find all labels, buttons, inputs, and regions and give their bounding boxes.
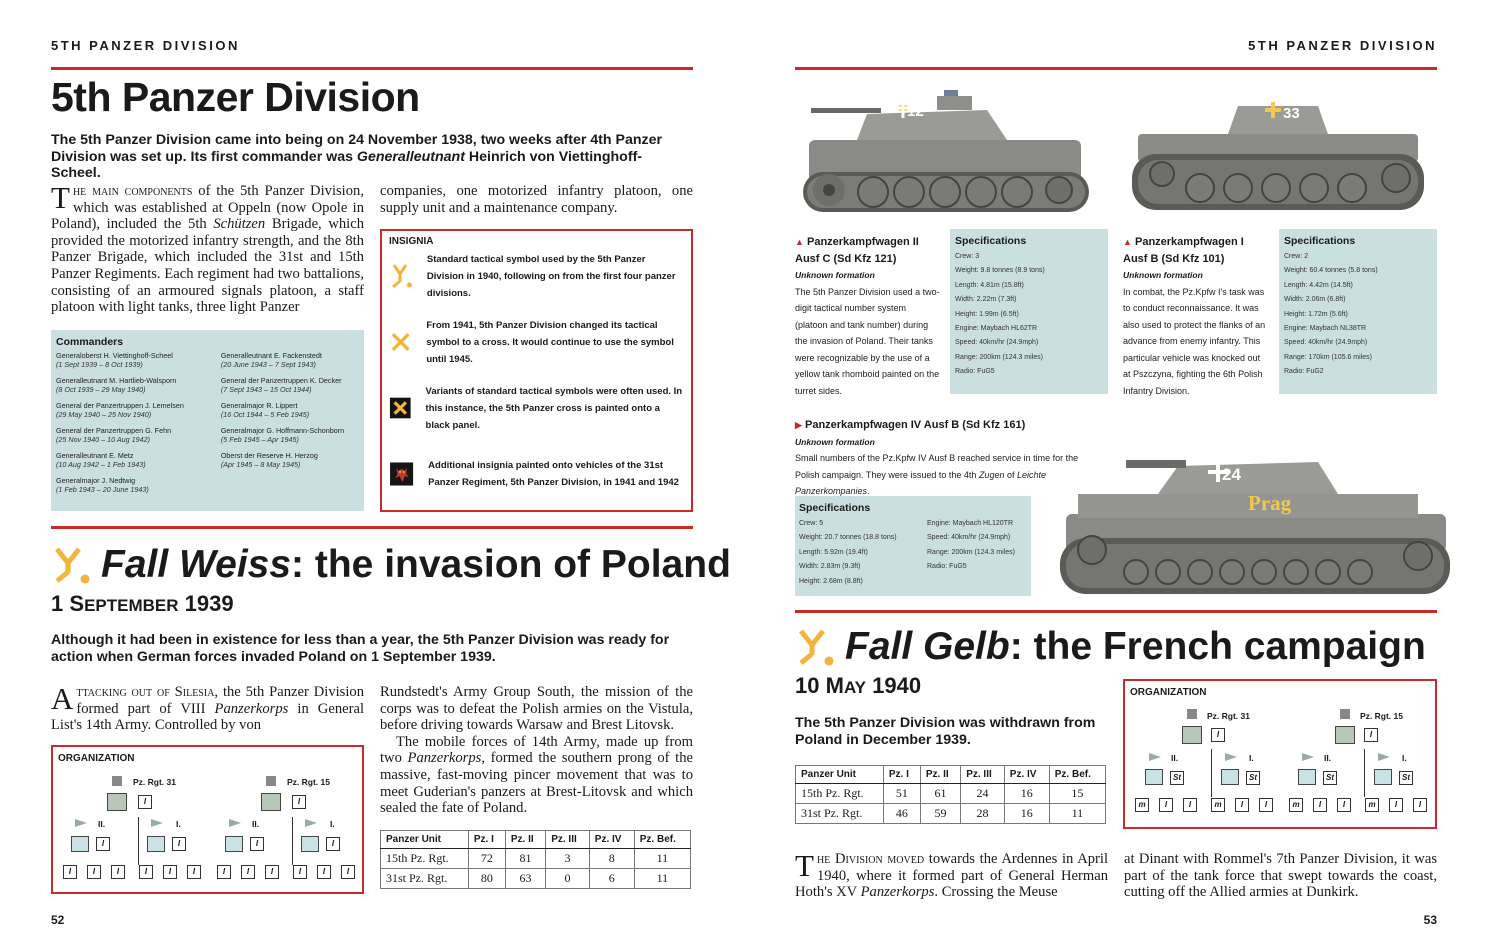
insignia-title: INSIGNIA	[389, 236, 434, 247]
company-symbol: I	[293, 865, 307, 879]
france-strength-table	[795, 765, 1106, 824]
vehicle-3-caption: ▶ Panzerkampfwagen IV Ausf B (Sd Kfz 161) Unknown formation Small numbers of the Pz.Kpfw IV Ausf B reached service in time for the Polish campaign. They were issued to the 4th Zugen of Leichte Panzerkompanies.	[795, 417, 1105, 500]
insignia-row	[389, 309, 684, 375]
commander-entry: Generalmajor G. Hoffmann-Schonborn (5 Feb 1945 – Apr 1945)	[220, 426, 345, 444]
y-rune-icon	[389, 250, 413, 302]
body-text-col1: The main components of the 5th Panzer Division, which was established at Oppeln (now Opole in Poland), included the 5th Schützen Brigade, which provided the motorized infantry strength, and the 8th Panzer Brigade, which included the 31st and 15th Panzer Regiments. Each regiment had two battalions, consisting of an armoured signals platoon, a staff platoon with light tanks, three light Panzer	[51, 180, 364, 316]
battalion-flag	[229, 819, 241, 827]
spec-line: Range: 200km (124.3 miles)	[955, 353, 1043, 361]
battalion-box	[147, 836, 165, 852]
unit-symbol: St	[1323, 771, 1337, 785]
vehicle-2-specs	[1279, 229, 1437, 394]
unit-symbol: St	[1170, 771, 1184, 785]
spec-line: Width: 2.22m (7.3ft)	[955, 296, 1017, 304]
company-symbol: I	[1159, 798, 1173, 812]
battalion-box	[1221, 769, 1239, 785]
cross-black-panel-icon	[389, 382, 412, 434]
vehicle-model: Ausf C (Sd Kfz 121)	[795, 252, 897, 265]
battalion-box	[1298, 769, 1316, 785]
company-symbol: I	[1313, 798, 1327, 812]
battalion-flag	[75, 819, 87, 827]
company-symbol: I	[163, 865, 177, 879]
company-symbol: I	[63, 865, 77, 879]
unit-symbol: St	[1399, 771, 1413, 785]
spec-line: Crew: 5	[799, 520, 824, 527]
france-organization-box	[1123, 679, 1437, 829]
right-running-head: 5TH PANZER DIVISION	[1248, 38, 1437, 53]
turret-number: 33	[1283, 105, 1300, 122]
france-text-col2: at Dinant with Rommel's 7th Panzer Division, it was part of the tank force that swept towards the coast, cutting off the Allied armies at Dunkirk.	[1124, 851, 1437, 901]
vehicle-1-caption: ▲ Panzerkampfwagen II Ausf C (Sd Kfz 121) Unknown formation The 5th Panzer Division used a two-digit tactical number system (platoon and tank number) during the invasion of Poland. Their tanks were recognizable by the use of a yellow tank rhomboid painted on the turret sides.	[795, 234, 940, 399]
france-date: 10 MAY 1940	[795, 673, 922, 698]
turret-number: 12	[907, 103, 924, 120]
section-rule-france	[795, 610, 1437, 613]
vehicle-name: Panzerkampfwagen IV Ausf B (Sd Kfz 161)	[804, 419, 1026, 431]
battalion-label: I.	[330, 819, 335, 829]
vehicle-1-specs	[950, 229, 1108, 394]
battalion-box	[1374, 769, 1392, 785]
panzer-ii-illustration	[797, 86, 1095, 218]
panzer-iv-illustration	[1058, 438, 1452, 600]
company-symbol: I	[241, 865, 255, 879]
unit-symbol: St	[1246, 771, 1260, 785]
unit-symbol: I	[250, 837, 264, 851]
devil-emblem-icon	[389, 448, 414, 500]
commander-entry: Generalmajor J. Nedtwig (1 Feb 1943 – 20 June 1943)	[56, 476, 149, 494]
turret-number: 24	[1222, 465, 1241, 484]
spec-line: Engine: Maybach HL120TR	[927, 520, 1013, 527]
spec-line: Engine: Maybach NL38TR	[1284, 325, 1367, 333]
poland-organization-box	[51, 745, 364, 894]
regiment-label: Pz. Rgt. 15	[1360, 711, 1403, 721]
vehicle-model: Ausf B (Sd Kfz 101)	[1123, 252, 1225, 265]
france-heading: Fall Gelb : the French campaign	[795, 625, 1426, 669]
unit-symbol: I	[96, 837, 110, 851]
spec-line: Length: 5.92m (19.4ft)	[799, 548, 868, 556]
vehicle-description: The 5th Panzer Division used a two-digit tactical number system (platoon and tank number) during the invasion of Poland. Their tanks were recognizable by the use of a yellow tank rhomboid painted on the turret sides.	[795, 286, 940, 396]
commander-entry: General der Panzertruppen G. Fehn (25 Nov 1940 – 10 Aug 1942)	[56, 426, 172, 444]
poland-heading: Fall Weiss : the invasion of Poland	[51, 543, 731, 587]
company-symbol: m	[1289, 798, 1303, 812]
commanders-title: Commanders	[56, 336, 124, 348]
unit-symbol: I	[1364, 728, 1378, 742]
company-symbol: I	[1235, 798, 1249, 812]
unit-symbol: I	[292, 795, 306, 809]
spec-line: Crew: 3	[955, 253, 980, 260]
spec-line: Weight: 60.4 tonnes (5.8 tons)	[1284, 267, 1378, 275]
regiment-box	[1335, 726, 1355, 744]
company-symbol: I	[1337, 798, 1351, 812]
battalion-box	[301, 836, 319, 852]
insignia-row	[389, 243, 684, 309]
spec-title: Specifications	[799, 502, 871, 514]
vehicle-formation: Unknown formation	[795, 436, 875, 447]
vehicle-description: In combat, the Pz.Kpfw I's task was to conduct reconnaissance. It was also used to protect the flanks of an advance from enemy infantry. This particular vehicle was knocked out at Pszczyna, fighting the 6th Polish Infantry Division.	[1123, 286, 1266, 396]
spec-line: Width: 2.06m (6.8ft)	[1284, 296, 1346, 304]
vehicle-name: Panzerkampfwagen II	[806, 236, 919, 248]
spec-line: Length: 4.81m (15.8ft)	[955, 281, 1024, 289]
insignia-text: Variants of standard tactical symbols were often used. In this instance, the 5th Panzer cross is painted onto a black panel.	[425, 385, 683, 431]
top-rule-right	[795, 67, 1437, 70]
y-rune-icon	[795, 627, 837, 667]
intro-paragraph: The 5th Panzer Division came into being on 24 November 1938, two weeks after 4th Panzer Division was set up. Its first commander was Generalleutnant Heinrich von Viettinghoff-Scheel.	[51, 132, 663, 181]
france-intro: The 5th Panzer Division was withdrawn from Poland in December 1939.	[795, 715, 1096, 748]
commander-entry: Generalleutnant E. Metz (10 Aug 1942 – 1 Feb 1943)	[56, 451, 146, 469]
battalion-label: II.	[98, 819, 106, 829]
left-running-head: 5TH PANZER DIVISION	[51, 38, 240, 53]
vehicle-name: Panzerkampfwagen I	[1134, 236, 1244, 248]
table-header-row: Panzer Unit Pz. I Pz. II Pz. III Pz. IV Pz. Bef.	[796, 766, 1106, 784]
insignia-row	[389, 375, 684, 441]
battalion-label: I.	[1249, 753, 1254, 763]
body-text-col2: companies, one motorized infantry platoon, one supply unit and a maintenance company.	[380, 183, 693, 216]
commanders-box	[51, 330, 364, 511]
top-rule-left	[51, 67, 693, 70]
commander-entry: Generalleutnant E. Fackenstedt (20 June 1943 – 7 Sept 1943)	[220, 351, 322, 369]
battalion-label: II.	[252, 819, 260, 829]
company-symbol: I	[187, 865, 201, 879]
commander-entry: Generaloberst H. Viettinghoff-Scheel (1 Sept 1939 – 8 Oct 1939)	[56, 351, 173, 369]
company-symbol: I	[217, 865, 231, 879]
insignia-text: Additional insignia painted onto vehicles of the 31st Panzer Regiment, 5th Panzer Division, in 1941 and 1942	[428, 460, 679, 488]
regiment-label: Pz. Rgt. 31	[133, 777, 176, 787]
company-symbol: I	[1389, 798, 1403, 812]
table-row: 31st Pz. Rgt. 80 63 0 6 11	[381, 869, 691, 889]
org-connector	[138, 817, 139, 865]
spec-title: Specifications	[955, 235, 1027, 247]
insignia-text: From 1941, 5th Panzer Division changed its tactical symbol to a cross. It would continue to use the symbol until 1945.	[426, 319, 674, 365]
cross-icon	[389, 316, 412, 368]
commanders-left	[56, 351, 221, 501]
battalion-box	[1145, 769, 1163, 785]
vehicle-2-caption: ▲ Panzerkampfwagen I Ausf B (Sd Kfz 101) Unknown formation In combat, the Pz.Kpfw I's task was to conduct reconnaissance. It was also used to protect the flanks of an advance from enemy infantry. This particular vehicle was knocked out at Pszczyna, fighting the 6th Polish Infantry Division.	[1123, 234, 1268, 399]
insignia-box	[380, 229, 693, 512]
unit-symbol: I	[172, 837, 186, 851]
france-text-col1: The Division moved towards the Ardennes in April 1940, where it formed part of General Herman Hoth's XV Panzerkorps. Crossing the Meuse	[795, 848, 1109, 901]
regiment-box	[107, 793, 127, 811]
battalion-label: I.	[176, 819, 181, 829]
y-rune-icon	[51, 545, 93, 585]
panzer-i-illustration	[1128, 88, 1428, 218]
org-title: ORGANIZATION	[1130, 687, 1207, 698]
hull-inscription: Prag	[1248, 491, 1292, 515]
spec-line: Radio: FuG5	[927, 563, 967, 571]
spec-line: Width: 2.83m (9.3ft)	[799, 563, 861, 571]
company-symbol: I	[1183, 798, 1197, 812]
regiment-flag	[112, 776, 122, 786]
company-symbol: I	[1413, 798, 1427, 812]
poland-intro: Although it had been in existence for less than a year, the 5th Panzer Division was ready for action when German forces invaded Poland on 1 September 1939.	[51, 632, 670, 665]
org-connector	[1211, 749, 1212, 797]
spec-line: Radio: FuG5	[955, 368, 995, 376]
regiment-box	[261, 793, 281, 811]
spec-title: Specifications	[1284, 235, 1356, 247]
company-symbol: m	[1135, 798, 1149, 812]
spec-line: Height: 1.99m (6.5ft)	[955, 310, 1019, 318]
unit-symbol: I	[138, 795, 152, 809]
table-row: 15th Pz. Rgt. 72 81 3 8 11	[381, 849, 691, 869]
table-row: 15th Pz. Rgt. 51 61 24 16 15	[796, 784, 1106, 804]
commander-entry: General der Panzertruppen J. Lemelsen (29 May 1940 – 25 Nov 1940)	[56, 401, 184, 419]
page-number-right: 53	[1423, 913, 1437, 927]
battalion-flag	[151, 819, 163, 827]
spec-line: Weight: 9.8 tonnes (8.9 tons)	[955, 267, 1045, 275]
battalion-flag	[1149, 753, 1161, 761]
unit-symbol: I	[326, 837, 340, 851]
vehicle-3-specs	[795, 496, 1031, 596]
commander-entry: General der Panzertruppen K. Decker (7 Sept 1943 – 15 Oct 1944)	[220, 376, 342, 394]
battalion-flag	[1378, 753, 1390, 761]
commander-entry: Generalmajor R. Lippert (16 Oct 1944 – 5 Feb 1945)	[220, 401, 310, 419]
battalion-flag	[1302, 753, 1314, 761]
regiment-flag	[1340, 709, 1350, 719]
table-row: 31st Pz. Rgt. 46 59 28 16 11	[796, 804, 1106, 824]
regiment-flag	[1187, 709, 1197, 719]
org-connector	[292, 817, 293, 865]
company-symbol: I	[1259, 798, 1273, 812]
company-symbol: I	[111, 865, 125, 879]
regiment-box	[1182, 726, 1202, 744]
unit-symbol: I	[1211, 728, 1225, 742]
company-symbol: I	[265, 865, 279, 879]
section-rule-poland	[51, 526, 693, 529]
insignia-text: Standard tactical symbol used by the 5th Panzer Division in 1940, following on from the first four panzer divisions.	[426, 253, 676, 299]
regiment-label: Pz. Rgt. 15	[287, 777, 330, 787]
spec-line: Weight: 20.7 tonnes (18.8 tons)	[799, 534, 897, 542]
battalion-label: I.	[1402, 753, 1407, 763]
vehicle-formation: Unknown formation	[1123, 270, 1203, 280]
commander-entry: Generalleutnant M. Hartlieb-Walsporn (8 Oct 1939 – 29 May 1940)	[56, 376, 177, 394]
poland-date: 1 SEPTEMBER 1939	[51, 591, 234, 616]
commander-entry: Oberst der Reserve H. Herzog (Apr 1945 – 8 May 1945)	[220, 451, 318, 469]
poland-strength-table	[380, 830, 691, 889]
spec-line: Crew: 2	[1284, 253, 1309, 260]
battalion-label: II.	[1324, 753, 1332, 763]
spec-line: Range: 170km (105.6 miles)	[1284, 353, 1372, 361]
spec-line: Range: 200km (124.3 miles)	[927, 548, 1015, 556]
poland-text-col2: Rundstedt's Army Group South, the mission of the corps was to defeat the Polish armies on the Vistula, before driving towards Warsaw and Brest Litovsk. The mobile forces of 14th Army, made up from two Panzerkorps, formed the southern prong of the massive, fast-moving pincer movement that was to meet Guderian's panzers at Brest-Litovsk and which sealed the fate of Poland.	[380, 684, 693, 817]
regiment-label: Pz. Rgt. 31	[1207, 711, 1250, 721]
page-number-left: 52	[51, 913, 65, 927]
battalion-label: II.	[1171, 753, 1179, 763]
spec-line: Speed: 40km/hr (24.9mph)	[927, 534, 1011, 542]
spec-line: Length: 4.42m (14.5ft)	[1284, 281, 1353, 289]
company-symbol: I	[341, 865, 355, 879]
regiment-flag	[266, 776, 276, 786]
battalion-flag	[1225, 753, 1237, 761]
table-header-row: Panzer Unit Pz. I Pz. II Pz. III Pz. IV Pz. Bef.	[381, 831, 691, 849]
vehicle-description: Small numbers of the Pz.Kpfw IV Ausf B reached service in time for the Polish campaign. They were issued to the 4th Zugen of Leichte Panzerkompanies.	[795, 453, 1079, 496]
spec-line: Height: 1.72m (5.6ft)	[1284, 310, 1348, 318]
company-symbol: I	[139, 865, 153, 879]
company-symbol: I	[87, 865, 101, 879]
company-symbol: m	[1211, 798, 1225, 812]
company-symbol: m	[1365, 798, 1379, 812]
battalion-box	[225, 836, 243, 852]
spec-line: Speed: 40km/hr (24.9mph)	[955, 339, 1039, 347]
page-title: 5th Panzer Division	[51, 74, 420, 120]
battalion-box	[71, 836, 89, 852]
battalion-flag	[305, 819, 317, 827]
poland-text-col1: Attacking out of Silesia, the 5th Panzer Division formed part of VIII Panzerkorps in General List's 14th Army. Controlled by von	[51, 681, 364, 734]
org-title: ORGANIZATION	[58, 753, 135, 764]
insignia-row	[389, 441, 684, 507]
spec-line: Engine: Maybach HL62TR	[955, 325, 1038, 333]
vehicle-formation: Unknown formation	[795, 270, 875, 280]
spec-line: Height: 2.68m (8.8ft)	[799, 577, 863, 585]
spec-line: Radio: FuG2	[1284, 368, 1324, 376]
commanders-right	[221, 351, 359, 501]
org-connector	[1364, 749, 1365, 797]
spec-line: Speed: 40km/hr (24.9mph)	[1284, 339, 1368, 347]
company-symbol: I	[317, 865, 331, 879]
